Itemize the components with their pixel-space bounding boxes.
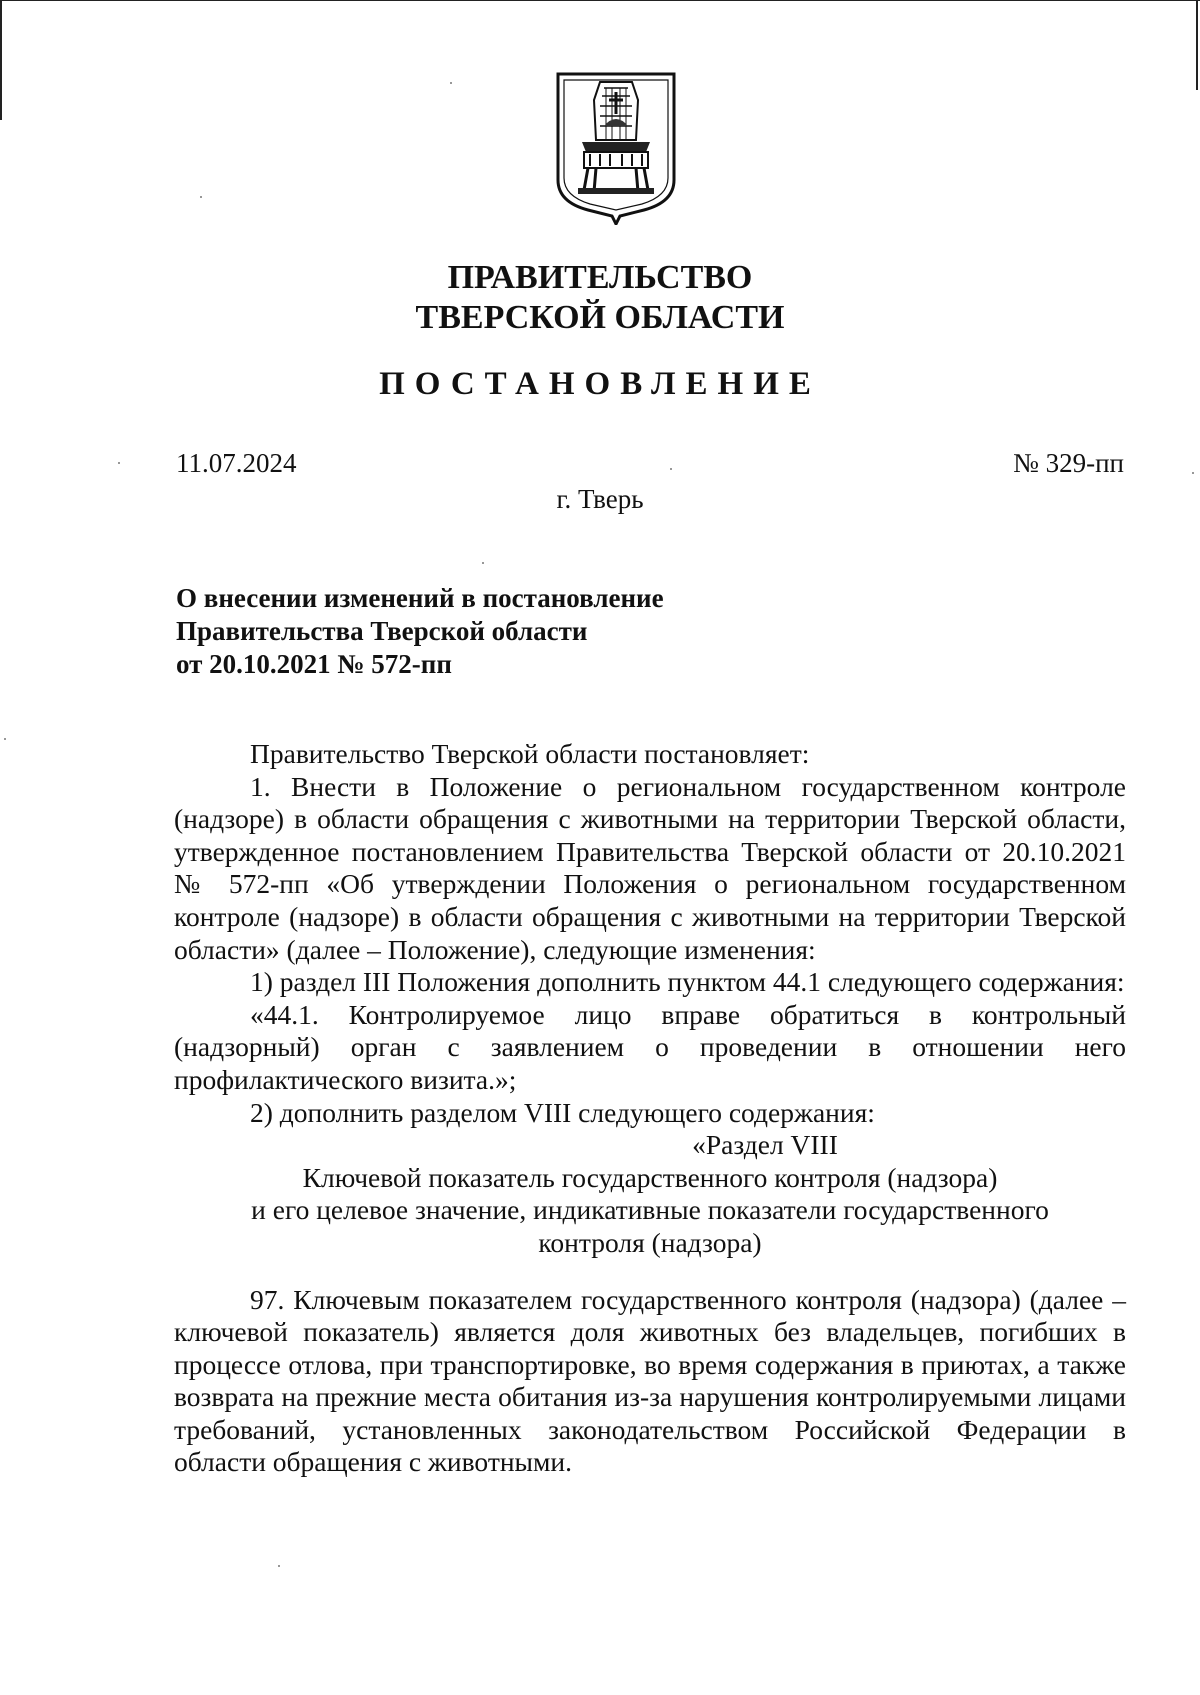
paragraph-gap bbox=[174, 1260, 1126, 1284]
scan-edge-top bbox=[0, 0, 1200, 1]
subject-line2: Правительства Тверской области bbox=[176, 616, 588, 646]
org-name-line2: ТВЕРСКОЙ ОБЛАСТИ bbox=[415, 299, 785, 336]
section-title: «Раздел VIII bbox=[692, 1129, 838, 1161]
paragraph-subitem-2: 2) дополнить разделом VIII следующего содержания: bbox=[250, 1096, 875, 1128]
scan-speck bbox=[482, 562, 484, 564]
scan-speck bbox=[118, 462, 120, 464]
scan-speck bbox=[4, 738, 6, 740]
document-type: ПОСТАНОВЛЕНИЕ bbox=[379, 366, 821, 402]
section-subtitle-line3: контроля (надзора) bbox=[538, 1226, 762, 1258]
scan-speck bbox=[278, 1565, 280, 1567]
paragraph-preamble: Правительство Тверской области постановляет: bbox=[250, 738, 810, 769]
paragraph-97: 97. Ключевым показателем государственного контроля (надзора) (далее – ключевой показатель) является доля животных без владельцев, погибших в процессе отлова, при транспортировке, во время содержания в приютах, а также возврата на прежние места обитания из-за нарушения контролируемыми лицами требований, установленных законодательством Российской Федерации в области обращения с животными. bbox=[174, 1283, 1126, 1478]
document-body bbox=[174, 738, 1126, 1479]
paragraph-quote-44-1: «44.1. Контролируемое лицо вправе обратиться в контрольный (надзорный) орган с заявлением о проведении в отношении него профилактического визита.»; bbox=[174, 998, 1126, 1095]
document-date: 11.07.2024 bbox=[176, 448, 297, 478]
scan-speck bbox=[200, 196, 202, 198]
document-subject bbox=[176, 582, 664, 681]
paragraph-item-1: 1. Внести в Положение о региональном государственном контроле (надзоре) в области обращения с животными на территории Тверской области, утвержденное постановлением Правительства Тверской области от 20.10.2021 № 572-пп «Об утверждении Положения о региональном государственном контроле (надзоре) в области обращения с животными на территории Тверской области» (далее – Положение), следующие изменения: bbox=[174, 770, 1126, 965]
scan-edge-left bbox=[0, 0, 2, 120]
scan-speck bbox=[670, 468, 672, 470]
document-number: № 329-пп bbox=[1013, 448, 1124, 478]
org-name-line1: ПРАВИТЕЛЬСТВО bbox=[447, 259, 753, 296]
coat-of-arms-icon bbox=[554, 70, 678, 225]
organization-name bbox=[0, 258, 1200, 338]
scan-speck bbox=[450, 82, 452, 84]
paragraph-subitem-1: 1) раздел III Положения дополнить пунктом 44.1 следующего содержания: bbox=[250, 966, 1125, 998]
section-subtitle-line2: и его целевое значение, индикативные показатели государственного bbox=[251, 1194, 1049, 1226]
subject-line1: О внесении изменений в постановление bbox=[176, 583, 664, 613]
section-subtitle-line1: Ключевой показатель государственного контроля (надзора) bbox=[302, 1161, 998, 1193]
document-city: г. Тверь bbox=[556, 484, 644, 514]
scan-edge-right bbox=[1196, 0, 1198, 90]
subject-line3: от 20.10.2021 № 572-пп bbox=[176, 649, 452, 679]
scan-speck bbox=[1192, 472, 1194, 474]
